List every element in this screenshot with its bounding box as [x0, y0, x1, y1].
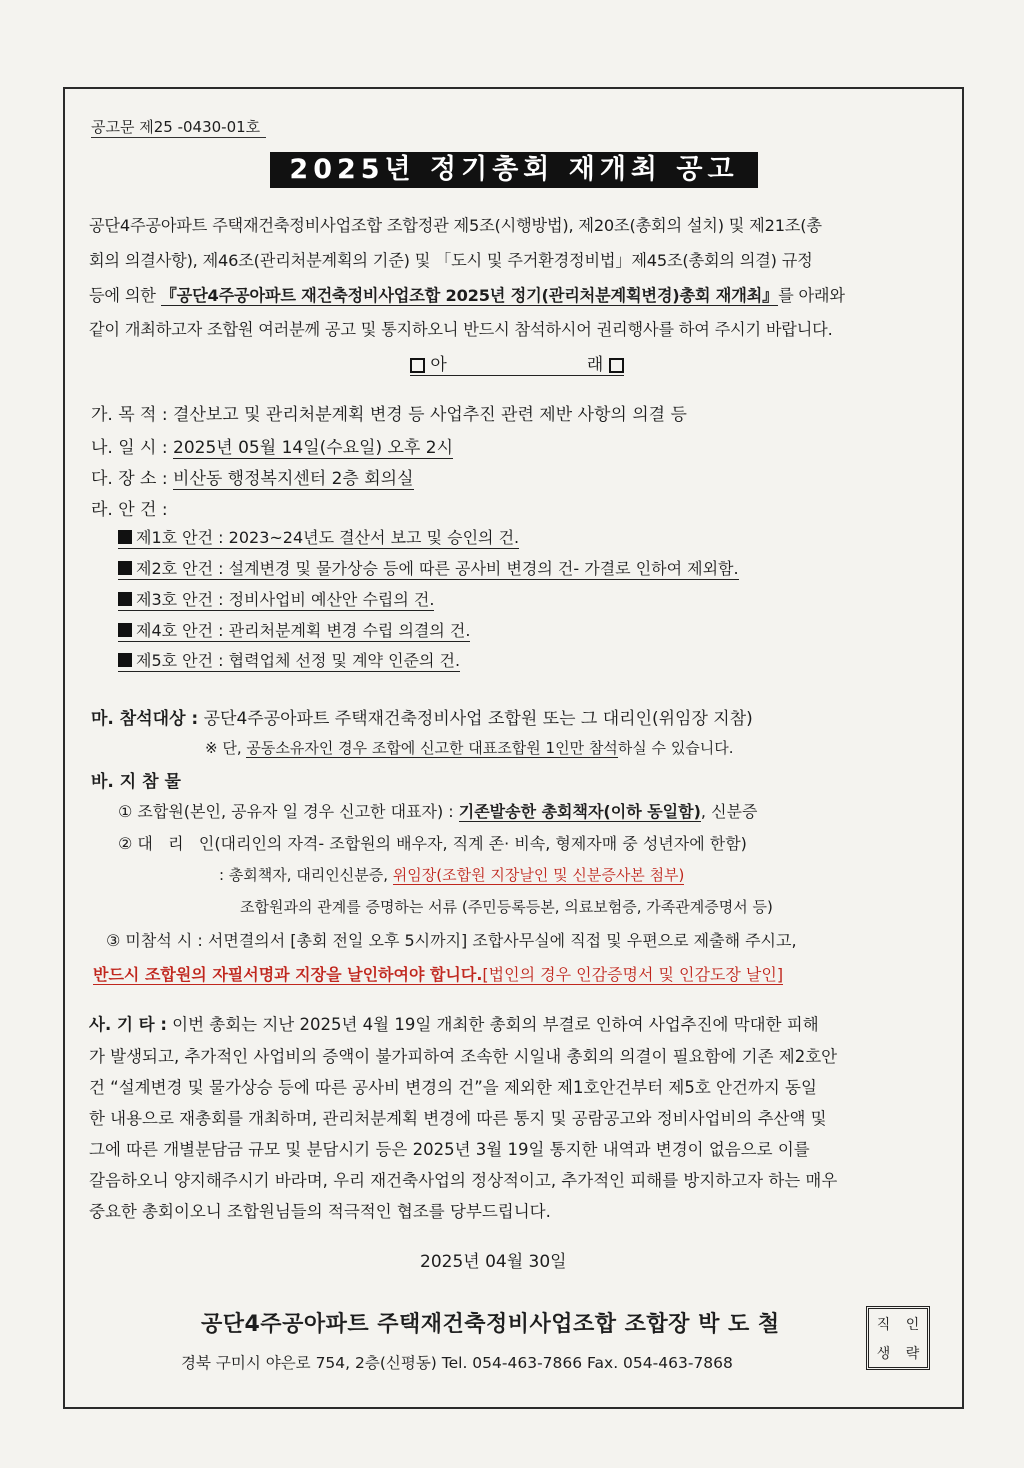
notice-number: 공고문 제25 -0430-01호 — [91, 116, 266, 138]
filled-square-icon — [118, 653, 132, 667]
ara-heading: 아 래 — [410, 350, 624, 376]
organization-signature: 공단4주공아파트 주택재건축정비사업조합 조합장 박 도 철 — [201, 1312, 780, 1337]
filled-square-icon — [118, 592, 132, 606]
page-title: 2025년 정기총회 재개최 공고 — [270, 152, 758, 188]
address: 경북 구미시 야은로 754, 2층(신평동) Tel. 054-463-7866 Fax. 054-463-7868 — [181, 1354, 733, 1372]
issue-date: 2025년 04월 30일 — [420, 1252, 567, 1272]
filled-square-icon — [118, 623, 132, 637]
other-line-7: 중요한 총회이오니 조합원님들의 적극적인 협조를 당부드립니다. — [89, 1202, 551, 1221]
place: 다. 장 소 : 비산동 행정복지센터 2층 회의실 — [91, 469, 414, 489]
filled-square-icon — [118, 561, 132, 575]
other-line-4: 한 내용으로 재총회를 개최하며, 관리처분계획 변경에 따른 통지 및 공람공고와 정비사업비의 추산액 및 — [89, 1109, 827, 1128]
intro-line-1: 공단4주공아파트 주택재건축정비사업조합 조합정관 제5조(시행방법), 제20조(총회의 설치) 및 제21조(총 — [89, 216, 822, 235]
filled-square-icon — [118, 530, 132, 544]
agenda-item: 제5호 안건 : 협력업체 선정 및 계약 인준의 건. — [118, 648, 460, 672]
proxy-docs: : 총회책자, 대리인신분증, 위임장(조합원 지장날인 및 신분증사본 첨부) — [219, 866, 685, 884]
square-icon — [410, 358, 425, 373]
absent-line: ③ 미참석 시 : 서면결의서 [총회 전일 오후 5시까지] 조합사무실에 직접 및 우편으로 제출해 주시고, — [106, 931, 797, 950]
intro-line-3: 등에 의한 『공단4주공아파트 재건축정비사업조합 2025년 정기(관리처분계획변경)총회 재개최』를 아래와 — [89, 286, 845, 305]
purpose: 가. 목 적 : 결산보고 및 관리처분계획 변경 등 사업추진 관련 제반 사항의 의결 등 — [91, 405, 687, 425]
member-items: ① 조합원(본인, 공유자 일 경우 신고한 대표자) : 기존발송한 총회책자(이하 동일함), 신분증 — [118, 802, 758, 821]
other-line-6: 갈음하오니 양지해주시기 바라며, 우리 재건축사업의 정상적이고, 추가적인 피해를 방지하고자 하는 매우 — [89, 1171, 838, 1190]
seal-stamp: 직 인 생 략 — [866, 1306, 930, 1370]
agenda-item: 제2호 안건 : 설계변경 및 물가상승 등에 따른 공사비 변경의 건- 가결로 인하여 제외함. — [118, 556, 739, 580]
agenda-label: 라. 안 건 : — [91, 500, 168, 520]
absent-requirement: 반드시 조합원의 자필서명과 지장을 날인하여야 합니다.[법인의 경우 인감증명서 및 인감도장 날인] — [93, 965, 784, 984]
agenda-item: 제1호 안건 : 2023~24년도 결산서 보고 및 승인의 건. — [118, 525, 519, 549]
other-line-2: 가 발생되고, 추가적인 사업비의 증액이 불가피하여 조속한 시일내 총회의 의결이 필요함에 기존 제2호안 — [89, 1047, 838, 1066]
proxy-docs-2: 조합원과의 관계를 증명하는 서류 (주민등록등본, 의료보험증, 가족관계증명서 등) — [240, 898, 773, 916]
intro-line-4: 같이 개최하고자 조합원 여러분께 공고 및 통지하오니 반드시 참석하시어 권리행사를 하여 주시기 바랍니다. — [89, 320, 833, 339]
other-line-1: 사. 기 타 : 이번 총회는 지난 2025년 4월 19일 개최한 총회의 부결로 인하여 사업추진에 막대한 피해 — [89, 1015, 819, 1034]
attendees-note: ※ 단, 공동소유자인 경우 조합에 신고한 대표조합원 1인만 참석하실 수 있습니다. — [205, 739, 734, 757]
items-label: 바. 지 참 물 — [91, 772, 181, 792]
datetime: 나. 일 시 : 2025년 05월 14일(수요일) 오후 2시 — [91, 438, 454, 458]
attendees: 마. 참석대상 : 공단4주공아파트 주택재건축정비사업 조합원 또는 그 대리인(위임장 지참) — [91, 709, 753, 729]
other-line-3: 건 “설계변경 및 물가상승 등에 따른 공사비 변경의 건”을 제외한 제1호안건부터 제5호 안건까지 동일 — [89, 1078, 817, 1097]
agenda-item: 제3호 안건 : 정비사업비 예산안 수립의 건. — [118, 587, 434, 611]
meeting-name: 『공단4주공아파트 재건축정비사업조합 2025년 정기(관리처분계획변경)총회 재개최』 — [160, 286, 779, 305]
proxy-line: ② 대 리 인(대리인의 자격- 조합원의 배우자, 직계 존· 비속, 형제자매 중 성년자에 한함) — [118, 834, 747, 853]
intro-line-2: 회의 의결사항), 제46조(관리처분계획의 기준) 및 「도시 및 주거환경정비법」제45조(총회의 의결) 규정 — [89, 251, 813, 270]
other-line-5: 그에 따른 개별분담금 규모 및 분담시기 등은 2025년 3월 19일 통지한 내역과 변경이 없음으로 이를 — [89, 1140, 810, 1159]
agenda-item: 제4호 안건 : 관리처분계획 변경 수립 의결의 건. — [118, 618, 470, 642]
square-icon — [609, 358, 624, 373]
